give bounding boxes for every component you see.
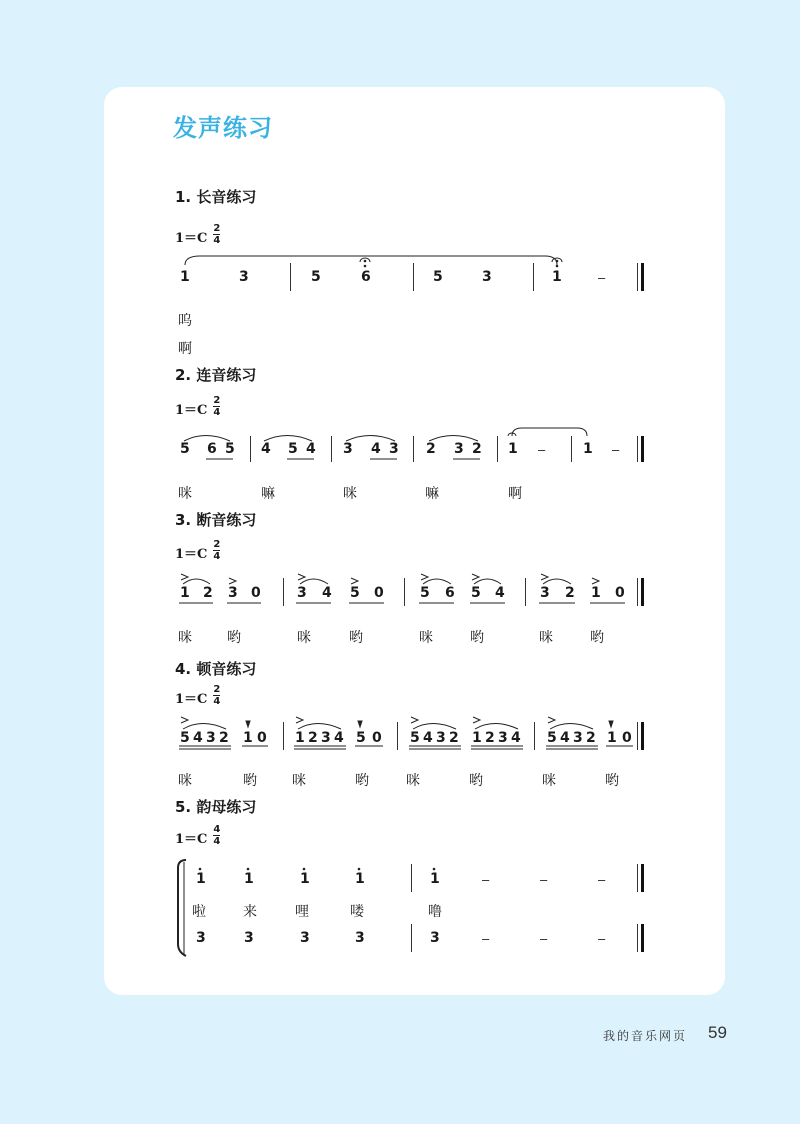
note: 2 (426, 441, 436, 457)
note: 3 (498, 730, 508, 746)
lyric: 哟 (227, 630, 241, 646)
note: 0 (374, 585, 384, 601)
accent-mark (421, 574, 428, 580)
note: 1 (180, 585, 190, 601)
accent-mark (181, 574, 188, 580)
slur (512, 428, 587, 436)
key-signature: 1＝C $\frac{2}{4}$ (175, 398, 223, 420)
system-bracket (178, 860, 186, 956)
note: 0 (372, 730, 382, 746)
dash: – (598, 270, 606, 285)
note: 1 (295, 730, 305, 746)
section-heading: 3. 断音练习 (175, 511, 257, 529)
accent-mark (592, 578, 599, 584)
note: 1 (607, 730, 617, 746)
note: 0 (251, 585, 261, 601)
note: 4 (423, 730, 433, 746)
note: 1 (430, 871, 440, 887)
accent-mark (411, 717, 418, 723)
lyric: 喽 (350, 904, 364, 920)
high-dot (358, 868, 361, 871)
note: 3 (573, 730, 583, 746)
lyric: 啦 (192, 904, 206, 920)
section-heading: 2. 连音练习 (175, 366, 257, 384)
accent-mark (298, 574, 305, 580)
note: 2 (485, 730, 495, 746)
time-signature: $\frac{2}{4}$ (213, 539, 221, 562)
fermata-dot (364, 260, 366, 262)
note: 3 (196, 930, 206, 946)
note: 5 (225, 441, 235, 457)
dash: – (540, 872, 548, 887)
section-heading: 5. 韵母练习 (175, 798, 257, 816)
note: 4 (511, 730, 521, 746)
lyric: 噜 (428, 904, 442, 920)
note: 2 (449, 730, 459, 746)
dash: – (598, 872, 606, 887)
accent-mark (541, 574, 548, 580)
slur (184, 436, 230, 442)
section-heading: 4. 顿音练习 (175, 660, 257, 678)
dash: – (612, 442, 620, 457)
accent-mark (548, 717, 555, 723)
lyric: 咪 (542, 773, 556, 789)
note: 3 (454, 441, 464, 457)
lyric: 啊 (178, 341, 192, 357)
slur (413, 724, 456, 730)
staccato-mark (358, 721, 362, 727)
note: 2 (586, 730, 596, 746)
lyric: 啊 (508, 486, 522, 502)
slur (543, 579, 571, 584)
note: 6 (361, 269, 371, 285)
note: 2 (565, 585, 575, 601)
dash: – (540, 931, 548, 946)
note: 6 (445, 585, 455, 601)
slur (183, 579, 210, 584)
lyric: 呜 (178, 313, 192, 329)
accent-mark (181, 717, 188, 723)
accent-mark (473, 717, 480, 723)
note: 3 (321, 730, 331, 746)
note: 3 (436, 730, 446, 746)
note: 2 (472, 441, 482, 457)
note: 2 (219, 730, 229, 746)
high-dot (303, 868, 306, 871)
note: 5 (420, 585, 430, 601)
note: 1 (196, 871, 206, 887)
note: 3 (297, 585, 307, 601)
lyric: 哟 (470, 630, 484, 646)
slur (346, 436, 395, 442)
slur (475, 724, 518, 730)
page-title: 发声练习 (173, 114, 273, 142)
note: 0 (615, 585, 625, 601)
note: 3 (244, 930, 254, 946)
lyric: 咪 (178, 773, 192, 789)
note: 2 (203, 585, 213, 601)
slur (423, 579, 451, 584)
note: 6 (207, 441, 217, 457)
accent-mark (229, 578, 236, 584)
staccato-mark (246, 721, 250, 727)
note: 1 (243, 730, 253, 746)
note: 1 (180, 269, 190, 285)
dash: – (482, 931, 490, 946)
high-dot (247, 868, 250, 871)
note: 4 (306, 441, 316, 457)
dash: – (598, 931, 606, 946)
note: 3 (228, 585, 238, 601)
note: 5 (180, 730, 190, 746)
note: 2 (308, 730, 318, 746)
note: 5 (547, 730, 557, 746)
note: 0 (622, 730, 632, 746)
accent-mark (351, 578, 358, 584)
slur (298, 724, 341, 730)
note: 1 (583, 441, 593, 457)
note: 5 (433, 269, 443, 285)
note: 4 (322, 585, 332, 601)
note: 5 (410, 730, 420, 746)
lyric: 哩 (295, 904, 309, 920)
footer-label: 我的音乐网页 (603, 1029, 688, 1043)
lyric: 哟 (349, 630, 363, 646)
high-dot (364, 265, 367, 268)
key-signature: 1＝C $\frac{4}{4}$ (175, 827, 223, 849)
high-dot (433, 868, 436, 871)
slur (185, 256, 557, 265)
note: 1 (300, 871, 310, 887)
section-heading: 1. 长音练习 (175, 188, 257, 206)
lyric: 来 (243, 904, 257, 920)
key-signature: 1＝C $\frac{2}{4}$ (175, 687, 223, 709)
note: 0 (257, 730, 267, 746)
note: 3 (430, 930, 440, 946)
time-signature: $\frac{2}{4}$ (213, 223, 221, 246)
high-dot (556, 265, 559, 268)
lyric: 咪 (539, 630, 553, 646)
slur (429, 436, 478, 442)
dash: – (482, 872, 490, 887)
slur (474, 579, 501, 584)
note: 5 (471, 585, 481, 601)
note: 5 (288, 441, 298, 457)
lyric: 咪 (297, 630, 311, 646)
accent-mark (296, 717, 303, 723)
note: 5 (180, 441, 190, 457)
note: 5 (356, 730, 366, 746)
lyric: 哟 (243, 773, 257, 789)
lyric: 哟 (590, 630, 604, 646)
lyric: 咪 (406, 773, 420, 789)
slur (300, 579, 328, 584)
note: 1 (355, 871, 365, 887)
lyric: 哟 (469, 773, 483, 789)
slur (264, 436, 312, 442)
lyric: 咪 (343, 486, 357, 502)
note: 3 (389, 441, 399, 457)
note: 3 (343, 441, 353, 457)
note: 1 (472, 730, 482, 746)
key-signature: 1＝C $\frac{2}{4}$ (175, 226, 223, 248)
note: 4 (261, 441, 271, 457)
time-signature: $\frac{2}{4}$ (213, 684, 221, 707)
time-signature: $\frac{2}{4}$ (213, 395, 221, 418)
note: 5 (350, 585, 360, 601)
note: 3 (482, 269, 492, 285)
note: 3 (300, 930, 310, 946)
time-signature: $\frac{4}{4}$ (213, 824, 221, 847)
note: 1 (508, 441, 518, 457)
slur (183, 724, 226, 730)
fermata-dot (556, 260, 558, 262)
high-dot (199, 868, 202, 871)
page-number: 59 (708, 1023, 727, 1042)
note: 4 (495, 585, 505, 601)
lyric: 咪 (292, 773, 306, 789)
key-signature: 1＝C $\frac{2}{4}$ (175, 542, 223, 564)
lyric: 嘛 (425, 486, 439, 502)
note: 1 (591, 585, 601, 601)
lyric: 嘛 (261, 486, 275, 502)
lyric: 咪 (178, 486, 192, 502)
slur (550, 724, 593, 730)
note: 5 (311, 269, 321, 285)
note: 3 (206, 730, 216, 746)
note: 4 (371, 441, 381, 457)
note: 3 (239, 269, 249, 285)
note: 1 (244, 871, 254, 887)
note: 1 (552, 269, 562, 285)
note: 4 (193, 730, 203, 746)
note: 3 (355, 930, 365, 946)
staccato-mark (609, 721, 613, 727)
note: 4 (334, 730, 344, 746)
note: 4 (560, 730, 570, 746)
lyric: 哟 (605, 773, 619, 789)
lyric: 哟 (355, 773, 369, 789)
accent-mark (472, 574, 479, 580)
dash: – (538, 442, 546, 457)
lyric: 咪 (419, 630, 433, 646)
note: 3 (540, 585, 550, 601)
lyric: 咪 (178, 630, 192, 646)
